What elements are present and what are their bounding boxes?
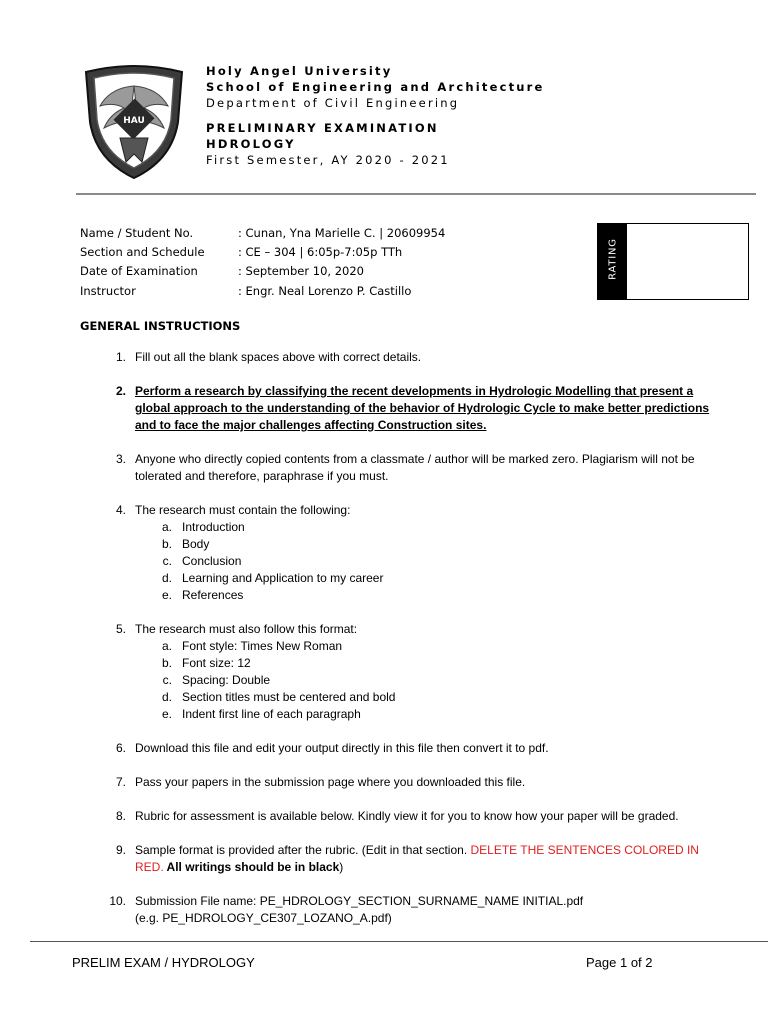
university-crest-logo <box>80 62 188 180</box>
item-text: Download this file and edit your output directly in this file then convert it to pdf. <box>135 741 549 755</box>
info-row <box>80 243 445 262</box>
info-label: Name / Student No. <box>80 226 194 240</box>
semester-text: First Semester, AY 2020 - 2021 <box>206 152 450 167</box>
sub-item: e. References <box>161 588 244 602</box>
instruction-item <box>80 383 720 434</box>
item-number: 5. <box>115 622 126 636</box>
info-label: Date of Examination <box>80 264 198 279</box>
item-text: Anyone who directly copied contents from a classmate / author will be marked zero. Plagiarism will not be tolerated and therefore, paraphrase if you must. <box>135 452 695 483</box>
red-warning-text: DELETE THE SENTENCES COLORED IN RED. <box>135 843 699 874</box>
sub-item: c. Spacing: Double <box>162 673 271 687</box>
instruction-item <box>80 349 720 366</box>
instruction-item <box>80 740 720 757</box>
info-row <box>80 262 445 281</box>
item-number: 10. <box>109 894 126 908</box>
instruction-item <box>80 502 720 519</box>
info-row <box>80 282 445 301</box>
item-text: The research must also follow this format: <box>135 622 358 636</box>
item-text: Fill out all the blank spaces above with correct details. <box>135 350 422 364</box>
item-text: The research must contain the following: <box>135 503 351 517</box>
item-number: 7. <box>115 775 126 789</box>
subject-title: HDROLOGY <box>206 137 296 152</box>
student-info <box>80 224 445 301</box>
footer-divider <box>30 941 768 942</box>
item-text: Pass your papers in the submission page where you downloaded this file. <box>135 775 526 789</box>
instruction-item <box>80 621 720 638</box>
page-number: Page 1 of 2 <box>586 955 653 970</box>
crest-text: HAU <box>123 116 145 126</box>
sub-item: b. Body <box>161 537 210 551</box>
instruction-item <box>80 893 720 927</box>
item-text <box>126 893 720 927</box>
item-number: 4. <box>115 503 126 517</box>
info-value: : Cunan, Yna Marielle C. | 20609954 <box>238 226 446 240</box>
rating-label: RATING <box>607 238 619 280</box>
item-text: Rubric for assessment is available below. Kindly view it for you to know how your paper will be graded. <box>135 809 679 823</box>
info-label: Section and Schedule <box>80 245 205 260</box>
item-number: 9. <box>115 843 126 857</box>
footer-title: PRELIM EXAM / HYDROLOGY <box>72 955 255 970</box>
instructions-title: GENERAL INSTRUCTIONS <box>80 319 241 333</box>
rating-box <box>597 223 749 300</box>
sub-item: d. Learning and Application to my career <box>161 571 384 585</box>
instruction-item <box>80 774 720 791</box>
sub-item: a. Font style: Times New Roman <box>161 639 343 653</box>
sub-item: c. Conclusion <box>162 554 242 568</box>
instruction-item <box>80 451 720 485</box>
header-divider <box>76 193 756 195</box>
item-number: 2. <box>115 384 126 398</box>
info-label: Instructor <box>80 283 136 298</box>
document-header <box>206 64 545 169</box>
university-name: Holy Angel University <box>206 64 393 78</box>
school-name: School of Engineering and Architecture <box>206 79 545 94</box>
department-name: Department of Civil Engineering <box>206 95 460 110</box>
filename-format: Submission File name: PE_HDROLOGY_SECTION_SURNAME_NAME INITIAL.pdf <box>135 894 584 908</box>
info-value: : Engr. Neal Lorenzo P. Castillo <box>238 283 412 298</box>
item-text: Sample format is provided after the rubric. (Edit in that section. DELETE THE SENTENCES COLORED IN RED. All writings should be in black) <box>135 843 699 874</box>
sub-item: a. Introduction <box>161 520 245 534</box>
sub-item: b. Font size: 12 <box>161 656 251 670</box>
info-value: : September 10, 2020 <box>238 264 364 279</box>
instructions-list <box>80 349 720 927</box>
exam-title: PRELIMINARY EXAMINATION <box>206 121 439 136</box>
info-value: : CE – 304 | 6:05p-7:05p TTh <box>238 245 403 260</box>
item-text: Perform a research by classifying the recent developments in Hydrologic Modelling that present a global approach to the understanding of the behavior of Hydrologic Cycle to make better predictions and to face the major challenges affecting Construction sites. <box>135 384 710 432</box>
sub-item: e. Indent first line of each paragraph <box>161 707 361 721</box>
instruction-item <box>80 842 720 876</box>
item-number: 3. <box>115 452 126 466</box>
sub-item: d. Section titles must be centered and bold <box>161 690 396 704</box>
item-number: 1. <box>115 350 126 364</box>
item-number: 6. <box>115 741 126 755</box>
item-number: 8. <box>115 809 126 823</box>
instruction-item <box>80 808 720 825</box>
info-row <box>80 224 445 243</box>
filename-example: (e.g. PE_HDROLOGY_CE307_LOZANO_A.pdf) <box>135 911 392 925</box>
